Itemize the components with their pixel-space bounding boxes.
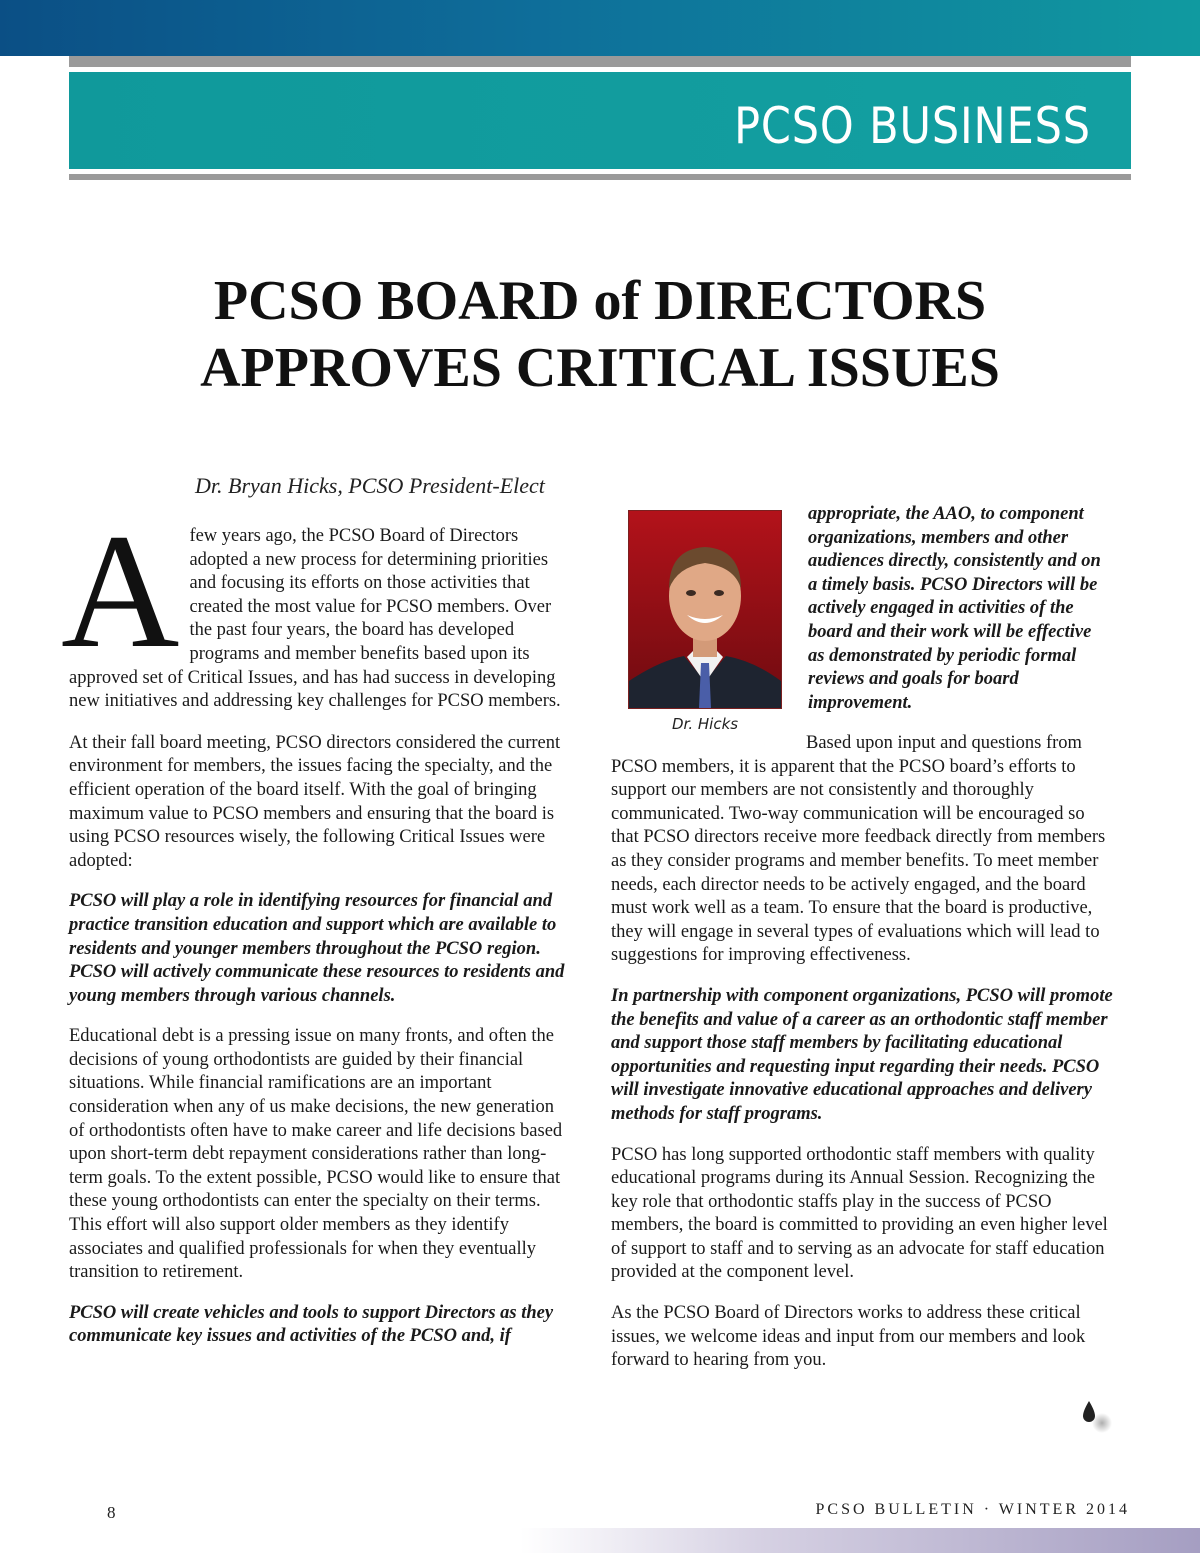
paragraph-staff-support: PCSO has long supported orthodontic staff members with quality educational programs during its Annual Session. Recognizing the key role that orthodontic staffs play in the success of PCSO members, the board is committed to providing an even higher level of support to staff and to serving as an advocate for staff education provided at the component level.	[611, 1144, 1108, 1283]
author-photo	[628, 510, 782, 709]
byline: Dr. Bryan Hicks, PCSO President-Elect	[195, 473, 545, 498]
paragraph-communication: Based upon input and questions from PCSO members, it is apparent that the PCSO board’s efforts to support our members are not consistently and thoroughly communicated. Two-way communication will be encouraged so that PCSO directors receive more feedback directly from members as they consider programs and member benefits. To meet member needs, each director needs to be actively engaged, and the board must work well as a team. To ensure that the board is productive, they will engage in several types of evaluations which will lead to suggestions for improving effectiveness.	[611, 733, 1106, 966]
article-headline	[100, 268, 1100, 402]
paragraph-educational-debt: Educational debt is a pressing issue on many fronts, and often the decisions of young orthodontists are guided by their financial situations. While financial ramifications are an important consideration when any of us make decisions, the new generation of orthodontists often have to make career and life decisions based upon short-term debt repayment considerations rather than long-term goals. To the extent possible, PCSO would like to ensure that these young orthodontists can enter the specialty on their terms. This effort will also support older members as they identify associates and qualified professionals for when they eventually transition to retirement.	[69, 1026, 563, 1283]
header-rule-top	[69, 56, 1131, 67]
lead-paragraph-text: few years ago, the PCSO Board of Directors adopted a new process for determining priorities and focusing its efforts on those activities that created the most value for PCSO members. Over the past four years, the board has developed programs and member benefits based upon its approved set of Critical Issues, and has had success in developing new initiatives and addressing key challenges for PCSO members.	[69, 526, 561, 712]
headline-line-1: PCSO BOARD of DIRECTORS	[213, 270, 987, 332]
section-title: PCSO BUSINESS	[734, 97, 1091, 155]
header-rule-bottom	[69, 174, 1131, 180]
photo-caption: Dr. Hicks	[672, 715, 739, 733]
critical-issue-2-start: PCSO will create vehicles and tools to support Directors as they communicate key issues and activities of the PCSO and, if	[69, 1302, 554, 1347]
section-header-band	[69, 72, 1131, 169]
footer-color-band	[520, 1528, 1200, 1553]
top-color-bar	[0, 0, 1200, 56]
drop-icon	[1080, 1397, 1114, 1442]
right-column	[611, 732, 1116, 1390]
critical-issue-2-continued: appropriate, the AAO, to component organizations, members and other audiences directly, consistently and on a timely basis. PCSO Directors will be actively engaged in activities of the board and their work will be effective as demonstrated by periodic formal reviews and goals for board improvement.	[808, 504, 1101, 713]
critical-issue-1: PCSO will play a role in identifying resources for financial and practice transition education and support which are available to residents and younger members throughout the PCSO region. PCSO will actively communicate these resources to residents and young members through various channels.	[69, 891, 565, 1006]
portrait-photo	[629, 511, 781, 708]
drop-cap: A	[61, 501, 180, 682]
paragraph-closing: As the PCSO Board of Directors works to address these critical issues, we welcome ideas and input from our members and look forward to hearing from you.	[611, 1303, 1086, 1371]
headline-line-2: APPROVES CRITICAL ISSUES	[200, 337, 1000, 399]
lead-paragraph	[61, 501, 569, 714]
page-number: 8	[107, 1503, 116, 1522]
left-column	[61, 501, 569, 1366]
paragraph-board-meeting: At their fall board meeting, PCSO directors considered the current environment for members, the issues facing the specialty, and the efficient operation of the board itself. With the goal of bringing maximum value to PCSO members and ensuring that the board is using PCSO resources wisely, the following Critical Issues were adopted:	[69, 732, 561, 871]
running-footer: PCSO BULLETIN · WINTER 2014	[815, 1501, 1130, 1518]
critical-issue-3: In partnership with component organizations, PCSO will promote the benefits and value of a career as an orthodontic staff member and support those staff members by facilitating educational opportunities and requesting input regarding their needs. PCSO will investigate innovative educational approaches and delivery methods for staff programs.	[611, 985, 1113, 1124]
